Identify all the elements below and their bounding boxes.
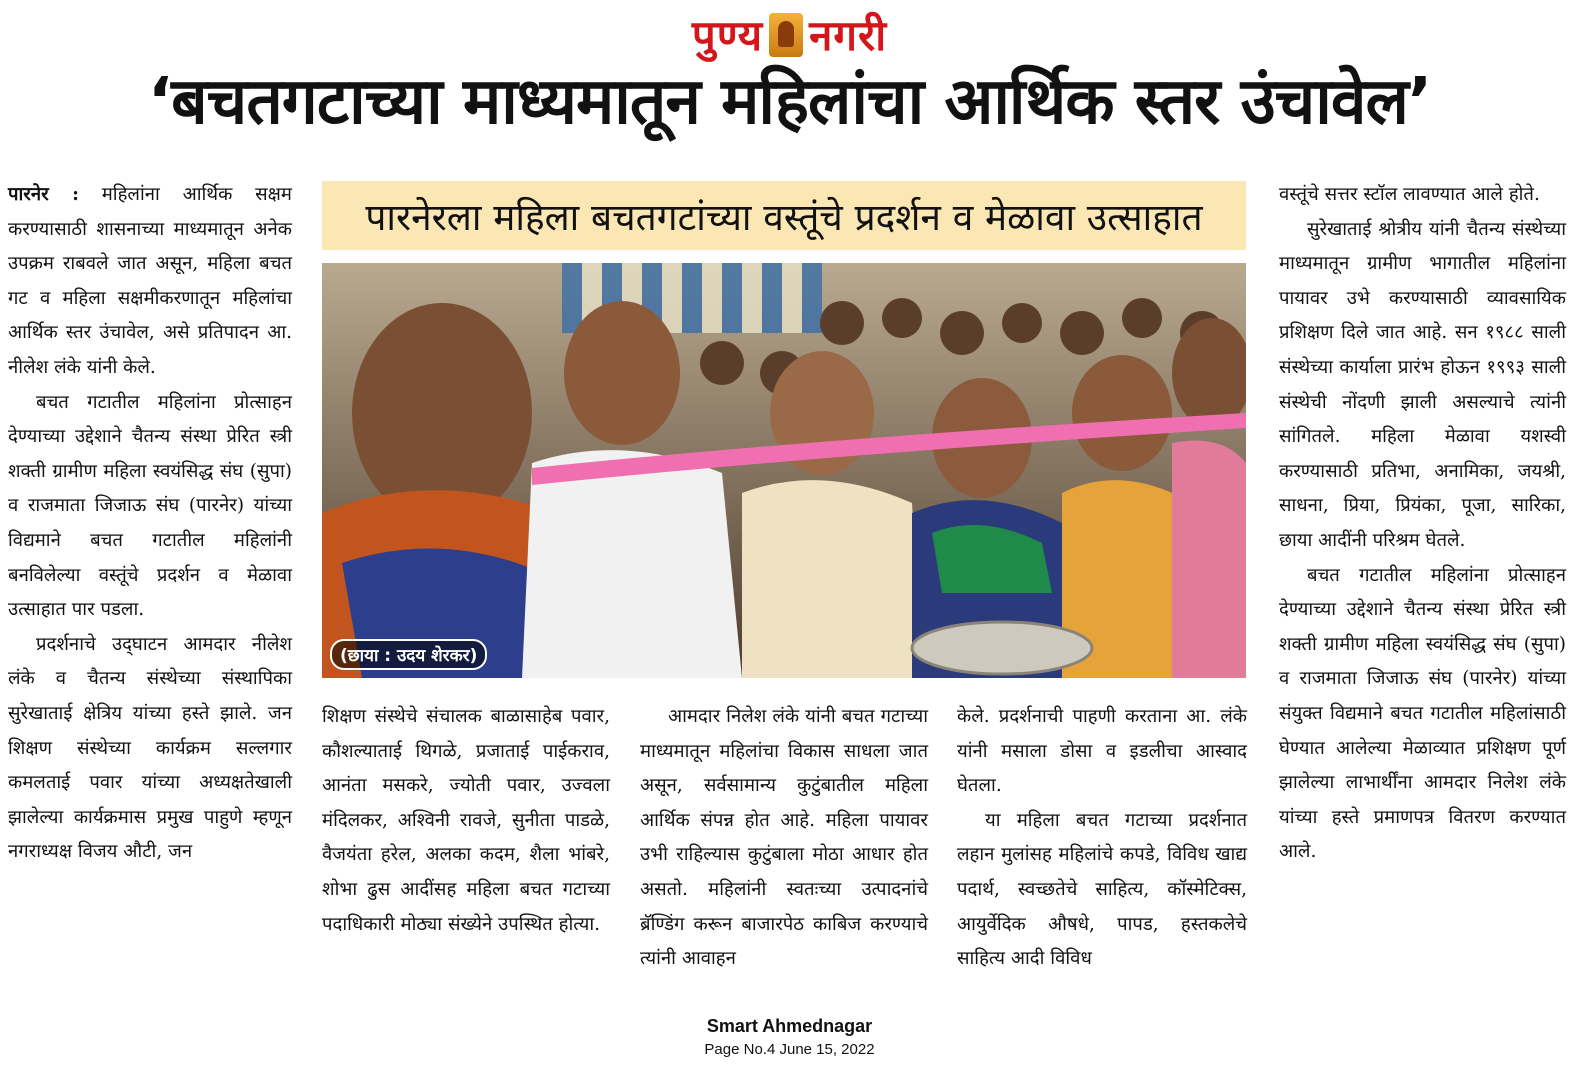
- paragraph: सुरेखाताई श्रोत्रीय यांनी चैतन्य संस्थेच्या माध्यमातून ग्रामीण भागातील महिलांना पायावर उभे करण्यासाठी व्यावसायिक प्रशिक्षण दिले जात आहे. सन १९८८ साली संस्थेच्या कार्याला प्रारंभ होऊन १९९३ साली संस्थेची नोंदणी झाली असल्याचे त्यांनी सांगितले. महिला मेळावा यशस्वी करण्यासाठी प्रतिभा, अनामिका, जयश्री, साधना, प्रिया, प्रियंका, पूजा, सारिका, छाया आदींनी परिश्रम घेतले.: [1279, 218, 1566, 551]
- paragraph: बचत गटातील महिलांना प्रोत्साहन देण्याच्या उद्देशाने चैतन्य संस्था प्रेरित स्त्री शक्ती ग्रामीण महिला स्वयंसिद्ध संघ (सुपा) व राजमाता जिजाऊ संघ (पारनेर) यांच्या विद्यमाने बचत गटातील महिलांनी बनविलेल्या वस्तूंचे प्रदर्शन व मेळावा उत्साहात पार पडला.: [8, 391, 292, 621]
- article-column-4: [957, 700, 1247, 977]
- paragraph: वस्तूंचे सत्तर स्टॉल लावण्यात आले होते.: [1279, 184, 1540, 205]
- page-info: Page No.4 June 15, 2022: [704, 1041, 875, 1058]
- logo-text-left: पुण्य: [691, 11, 764, 60]
- article-column-5: [1279, 178, 1566, 870]
- paragraph: या महिला बचत गटाच्या प्रदर्शनात लहान मुलांसह महिलांचे कपडे, विविध खाद्य पदार्थ, स्वच्छतेचे साहित्य, कॉस्मेटिक्स, आयुर्वेदिक औषधे, पापड, हस्तकलेचे साहित्य आदी विविध: [957, 809, 1247, 970]
- paragraph: प्रदर्शनाचे उद्‌घाटन आमदार नीलेश लंके व चैतन्य संस्थेच्या संस्थापिका सुरेखाताई क्षेत्रिय यांच्या हस्ते झाले. जन शिक्षण संस्थेच्या कार्यक्रम सल्लगार कमलताई पवार यांच्या अध्यक्षतेखाली झालेल्या कार्यक्रमास प्रमुख पाहुणे म्हणून नगराध्यक्ष विजय औटी, जन: [8, 633, 292, 863]
- publication-name: Smart Ahmednagar: [706, 1016, 873, 1036]
- paragraph: शिक्षण संस्थेचे संचालक बाळासाहेब पवार, कौशल्याताई थिगळे, प्रजाताई पाईकराव, आनंता मसकरे, ज्योती पवार, उज्वला मंदिलकर, अश्विनी रावजे, सुनीता पाडळे, वैजयंता हरेल, अलका कदम, शैला भांबरे, शोभा ढुस आदींसह महिला बचत गटाच्या पदाधिकारी मोठ्या संख्येने उपस्थित होत्या.: [322, 706, 610, 935]
- paragraph-text: महिलांना आर्थिक सक्षम करण्यासाठी शासनाच्या माध्यमातून अनेक उपक्रम राबवले जात असून, महिला बचत गट व महिला सक्षमीकरणातून महिलांचा आर्थिक स्तर उंचावेल, असे प्रतिपादन आ. नीलेश लंके यांनी केले.: [8, 184, 292, 378]
- paragraph: [8, 178, 292, 386]
- article-headline: ‘बचतगटाच्या माध्यमातून महिलांचा आर्थिक स्तर उंचावेल’: [147, 65, 1432, 139]
- ribbon-cutting-photo-image: [322, 263, 1246, 678]
- paragraph: बचत गटातील महिलांना प्रोत्साहन देण्याच्या उद्देशाने चैतन्य संस्था प्रेरित स्त्री शक्ती ग्रामीण महिला स्वयंसिद्ध संघ (सुपा) व राजमाता जिजाऊ संघ (पारनेर) यांच्या संयुक्त विद्यमाने बचत गटातील महिलांसाठी घेण्यात आलेल्या मेळाव्यात प्रशिक्षण पूर्ण झालेल्या लाभार्थींना आमदार निलेश लंके यांच्या हस्ते प्रमाणपत्र वितरण करण्यात आले.: [1279, 564, 1566, 863]
- photo-credit-caption: (छाया : उदय शेरकर): [330, 639, 487, 670]
- ganesha-emblem-icon: [769, 13, 803, 57]
- dateline: पारनेर :: [8, 184, 79, 205]
- article-subheadline: पारनेरला महिला बचतगटांच्या वस्तूंचे प्रदर्शन व मेळावा उत्साहात: [322, 181, 1246, 250]
- newspaper-logo: [692, 6, 887, 63]
- paragraph: केले. प्रदर्शनाची पाहणी करताना आ. लंके यांनी मसाला डोसा व इडलीचा आस्वाद घेतला.: [957, 706, 1247, 797]
- masthead: [0, 6, 1579, 63]
- article-column-3: [640, 700, 928, 977]
- event-photo: [322, 263, 1246, 678]
- paragraph: आमदार निलेश लंके यांनी बचत गटाच्या माध्यमातून महिलांचा विकास साधला जात असून, सर्वसामान्य कुटुंबातील महिला आर्थिक संपन्न होत आहे. महिला पायावर उभी राहिल्यास कुटुंबाला मोठा आधार होत असतो. महिलांनी स्वतःच्या उत्पादनांचे ब्रॅण्डिंग करून बाजारपेठ काबिज करण्याचे त्यांनी आवाहन: [640, 706, 928, 970]
- article-column-2: [322, 700, 610, 942]
- logo-text-right: नगरी: [809, 11, 888, 60]
- article-column-1: [8, 178, 292, 870]
